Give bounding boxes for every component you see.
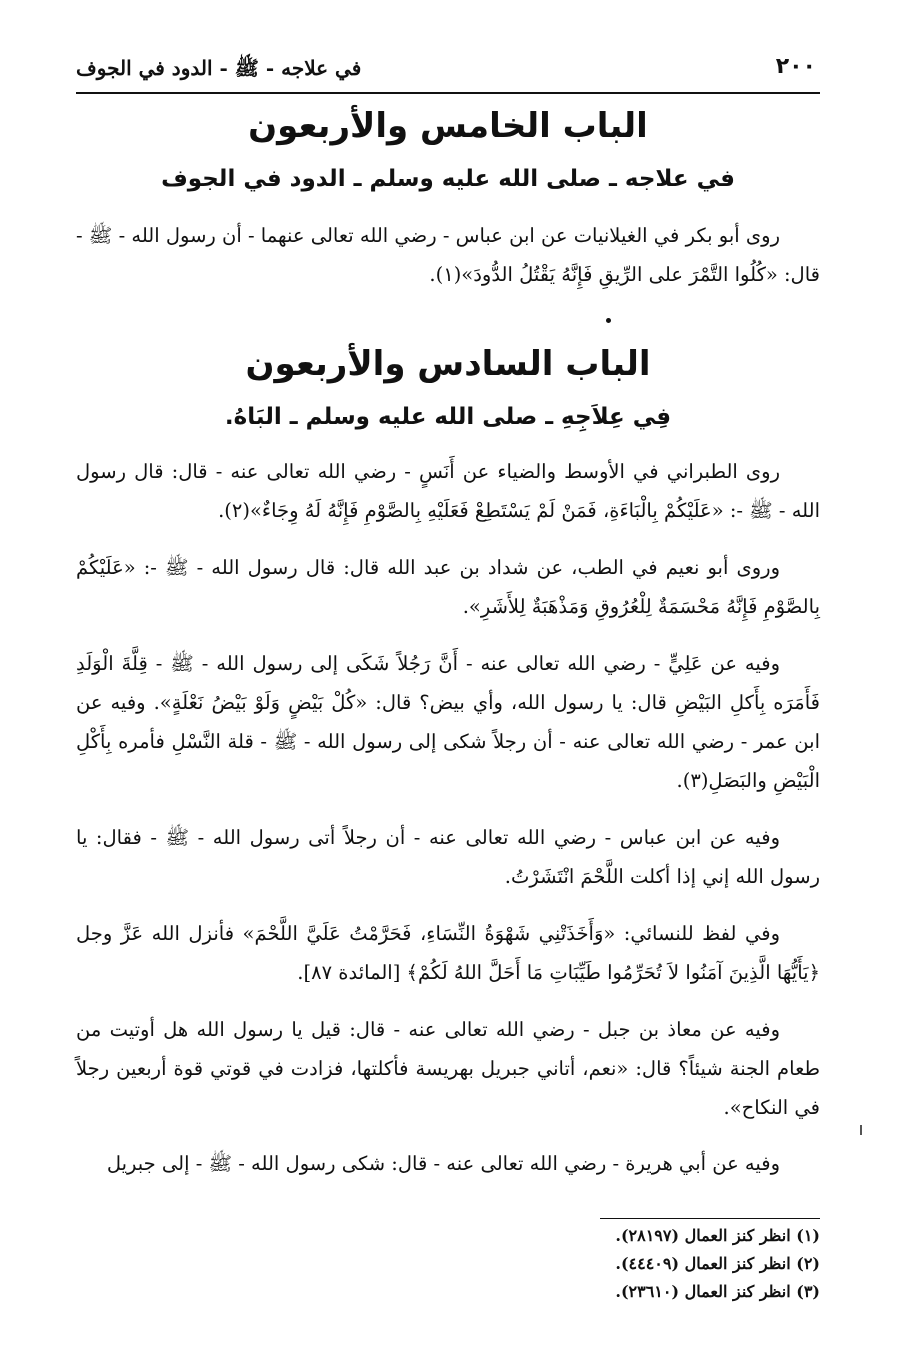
scan-mark [860, 1125, 862, 1135]
page-number: ٢٠٠ [775, 54, 816, 79]
chapter-45-title: الباب الخامس والأربعون [248, 106, 648, 146]
paragraph: وفيه عن أبي هريرة - رضي الله تعالى عنه - قال: شكى رسول الله - ﷺ - إلى جبريل [106, 1152, 780, 1175]
paragraph: وروى أبو نعيم في الطب، عن شداد بن عبد الله قال: قال رسول الله - ﷺ -: «عَلَيْكُمْ بِالصَّوْمِ فَإِنَّهُ مَحْسَمَةٌ لِلْعُرُوقِ وَمَذْهَبَةٌ لِلأَشَرِ». [76, 556, 820, 618]
footnote: (١) انظر كنز العمال (٢٨١٩٧). [615, 1226, 820, 1245]
paragraph: وفيه عن معاذ بن جبل - رضي الله تعالى عنه - قال: قيل يا رسول الله هل أوتيت من طعام الجنة شيئاً؟ قال: «نعم، أتاني جبريل بهريسة فأكلتها، فزادت في قوتي قوة أربعين رجلاً في النكاح». [76, 1018, 820, 1119]
footnote: (٢) انظر كنز العمال (٤٤٤٠٩). [615, 1254, 820, 1273]
separator-dot [606, 318, 611, 323]
paragraph: روى الطبراني في الأوسط والضياء عن أَنَسٍ - رضي الله تعالى عنه - قال: قال رسول الله - ﷺ -: «عَلَيْكُمْ بِالْبَاءَةِ، فَمَنْ لَمْ يَسْتَطِعْ فَعَلَيْهِ بِالصَّوْمِ فَإِنَّهُ لَهُ وِجَاءٌ»(٢). [76, 460, 820, 522]
paragraph: وفيه عن ابن عباس - رضي الله تعالى عنه - أن رجلاً أتى رسول الله - ﷺ - فقال: يا رسول الله إني إذا أكلت اللَّحْمَ انْتَشَرْتُ. [76, 826, 820, 888]
paragraph: وفيه عن عَلِيٍّ - رضي الله تعالى عنه - أَنَّ رَجُلاً شَكَى إلى رسول الله - ﷺ - قِلَّةَ الْوَلَدِ فَأَمَرَه بِأَكلِ البَيْضِ قال: يا رسول الله، وأي بيض؟ قال: «كُلْ بَيْضٍ وَلَوْ بَيْضُ نَعْلَةٍ». وفيه عن ابن عمر - رضي الله تعالى عنه - أن رجلاً شكى إلى رسول الله - ﷺ - قلة النَّسْلِ فأمره بِأَكْلِ الْبَيْضِ والبَصَلِ(٣). [76, 652, 820, 792]
paragraph: روى أبو بكر في الغيلانيات عن ابن عباس - رضي الله تعالى عنهما - أن رسول الله - ﷺ - قال: «كُلُوا التَّمْرَ على الرِّيقِ فَإِنَّهُ يَقْتُلُ الدُّودَ»(١). [76, 224, 820, 286]
footnote-rule [600, 1218, 820, 1219]
chapter-45-subtitle: في علاجه ـ صلى الله عليه وسلم ـ الدود في الجوف [161, 166, 735, 192]
chapter-46-title: الباب السادس والأربعون [245, 344, 651, 384]
page-header [76, 52, 820, 94]
running-title: في علاجه - ﷺ - الدود في الجوف [76, 56, 362, 80]
footnote: (٣) انظر كنز العمال (٢٣٦١٠). [615, 1282, 820, 1301]
chapter-46-subtitle: فِي عِلاَجِهِ ـ صلى الله عليه وسلم ـ البَاهُ. [224, 404, 672, 430]
paragraph: وفي لفظ للنسائي: «وَأَخَذَتْنِي شَهْوَةُ النِّسَاءِ، فَحَرَّمْتُ عَلَيَّ اللَّحْمَ» فأنزل الله عَزَّ وجل ﴿يَأَيُّهَا الَّذِينَ آمَنُوا لاَ تُحَرِّمُوا طَيِّبَاتِ مَا أَحَلَّ اللهُ لَكُمْ﴾ [المائدة ٨٧]. [76, 922, 820, 984]
